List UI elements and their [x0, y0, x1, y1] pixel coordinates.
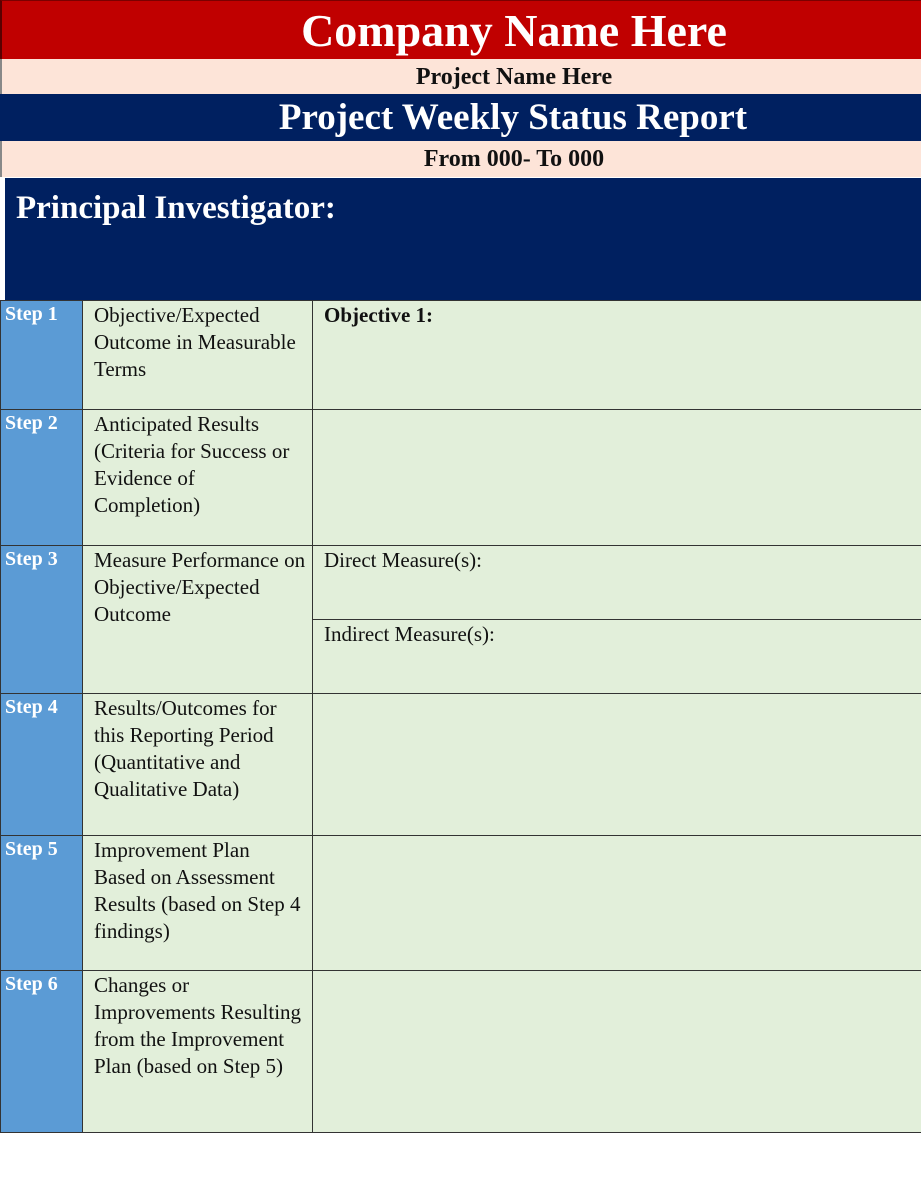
principal-investigator-label: Principal Investigator: [16, 190, 336, 226]
company-name: Company Name Here [0, 0, 921, 59]
step-description: Improvement Plan Based on Assessment Results (based on Step 4 findings) [83, 836, 313, 971]
table-row [1, 546, 921, 620]
table-row [1, 971, 921, 1133]
principal-investigator-block [0, 177, 921, 300]
step-value-cell[interactable] [313, 836, 921, 971]
step-description: Changes or Improvements Resulting from the Improvement Plan (based on Step 5) [83, 971, 313, 1133]
step-number: Step 6 [1, 971, 83, 1133]
step-value-cell[interactable] [313, 971, 921, 1133]
step-number: Step 3 [1, 546, 83, 694]
step-number: Step 1 [1, 301, 83, 410]
step-description: Anticipated Results (Criteria for Success or Evidence of Completion) [83, 410, 313, 546]
step-number: Step 5 [1, 836, 83, 971]
step-description: Objective/Expected Outcome in Measurable Terms [83, 301, 313, 410]
steps-table [0, 300, 921, 1133]
step-description: Measure Performance on Objective/Expected Outcome [83, 546, 313, 694]
table-row [1, 301, 921, 410]
report-title: Project Weekly Status Report [0, 94, 921, 141]
indirect-measure-cell[interactable]: Indirect Measure(s): [313, 620, 921, 694]
step-value-cell[interactable] [313, 694, 921, 836]
step-description: Results/Outcomes for this Reporting Period (Quantitative and Qualitative Data) [83, 694, 313, 836]
table-row [1, 694, 921, 836]
step-number: Step 4 [1, 694, 83, 836]
step-number: Step 2 [1, 410, 83, 546]
table-row [1, 410, 921, 546]
direct-measure-cell[interactable]: Direct Measure(s): [313, 546, 921, 620]
project-name: Project Name Here [0, 59, 921, 94]
step-value-cell[interactable]: Objective 1: [313, 301, 921, 410]
step-value-cell[interactable] [313, 410, 921, 546]
table-row [1, 836, 921, 971]
date-range: From 000- To 000 [0, 141, 921, 177]
